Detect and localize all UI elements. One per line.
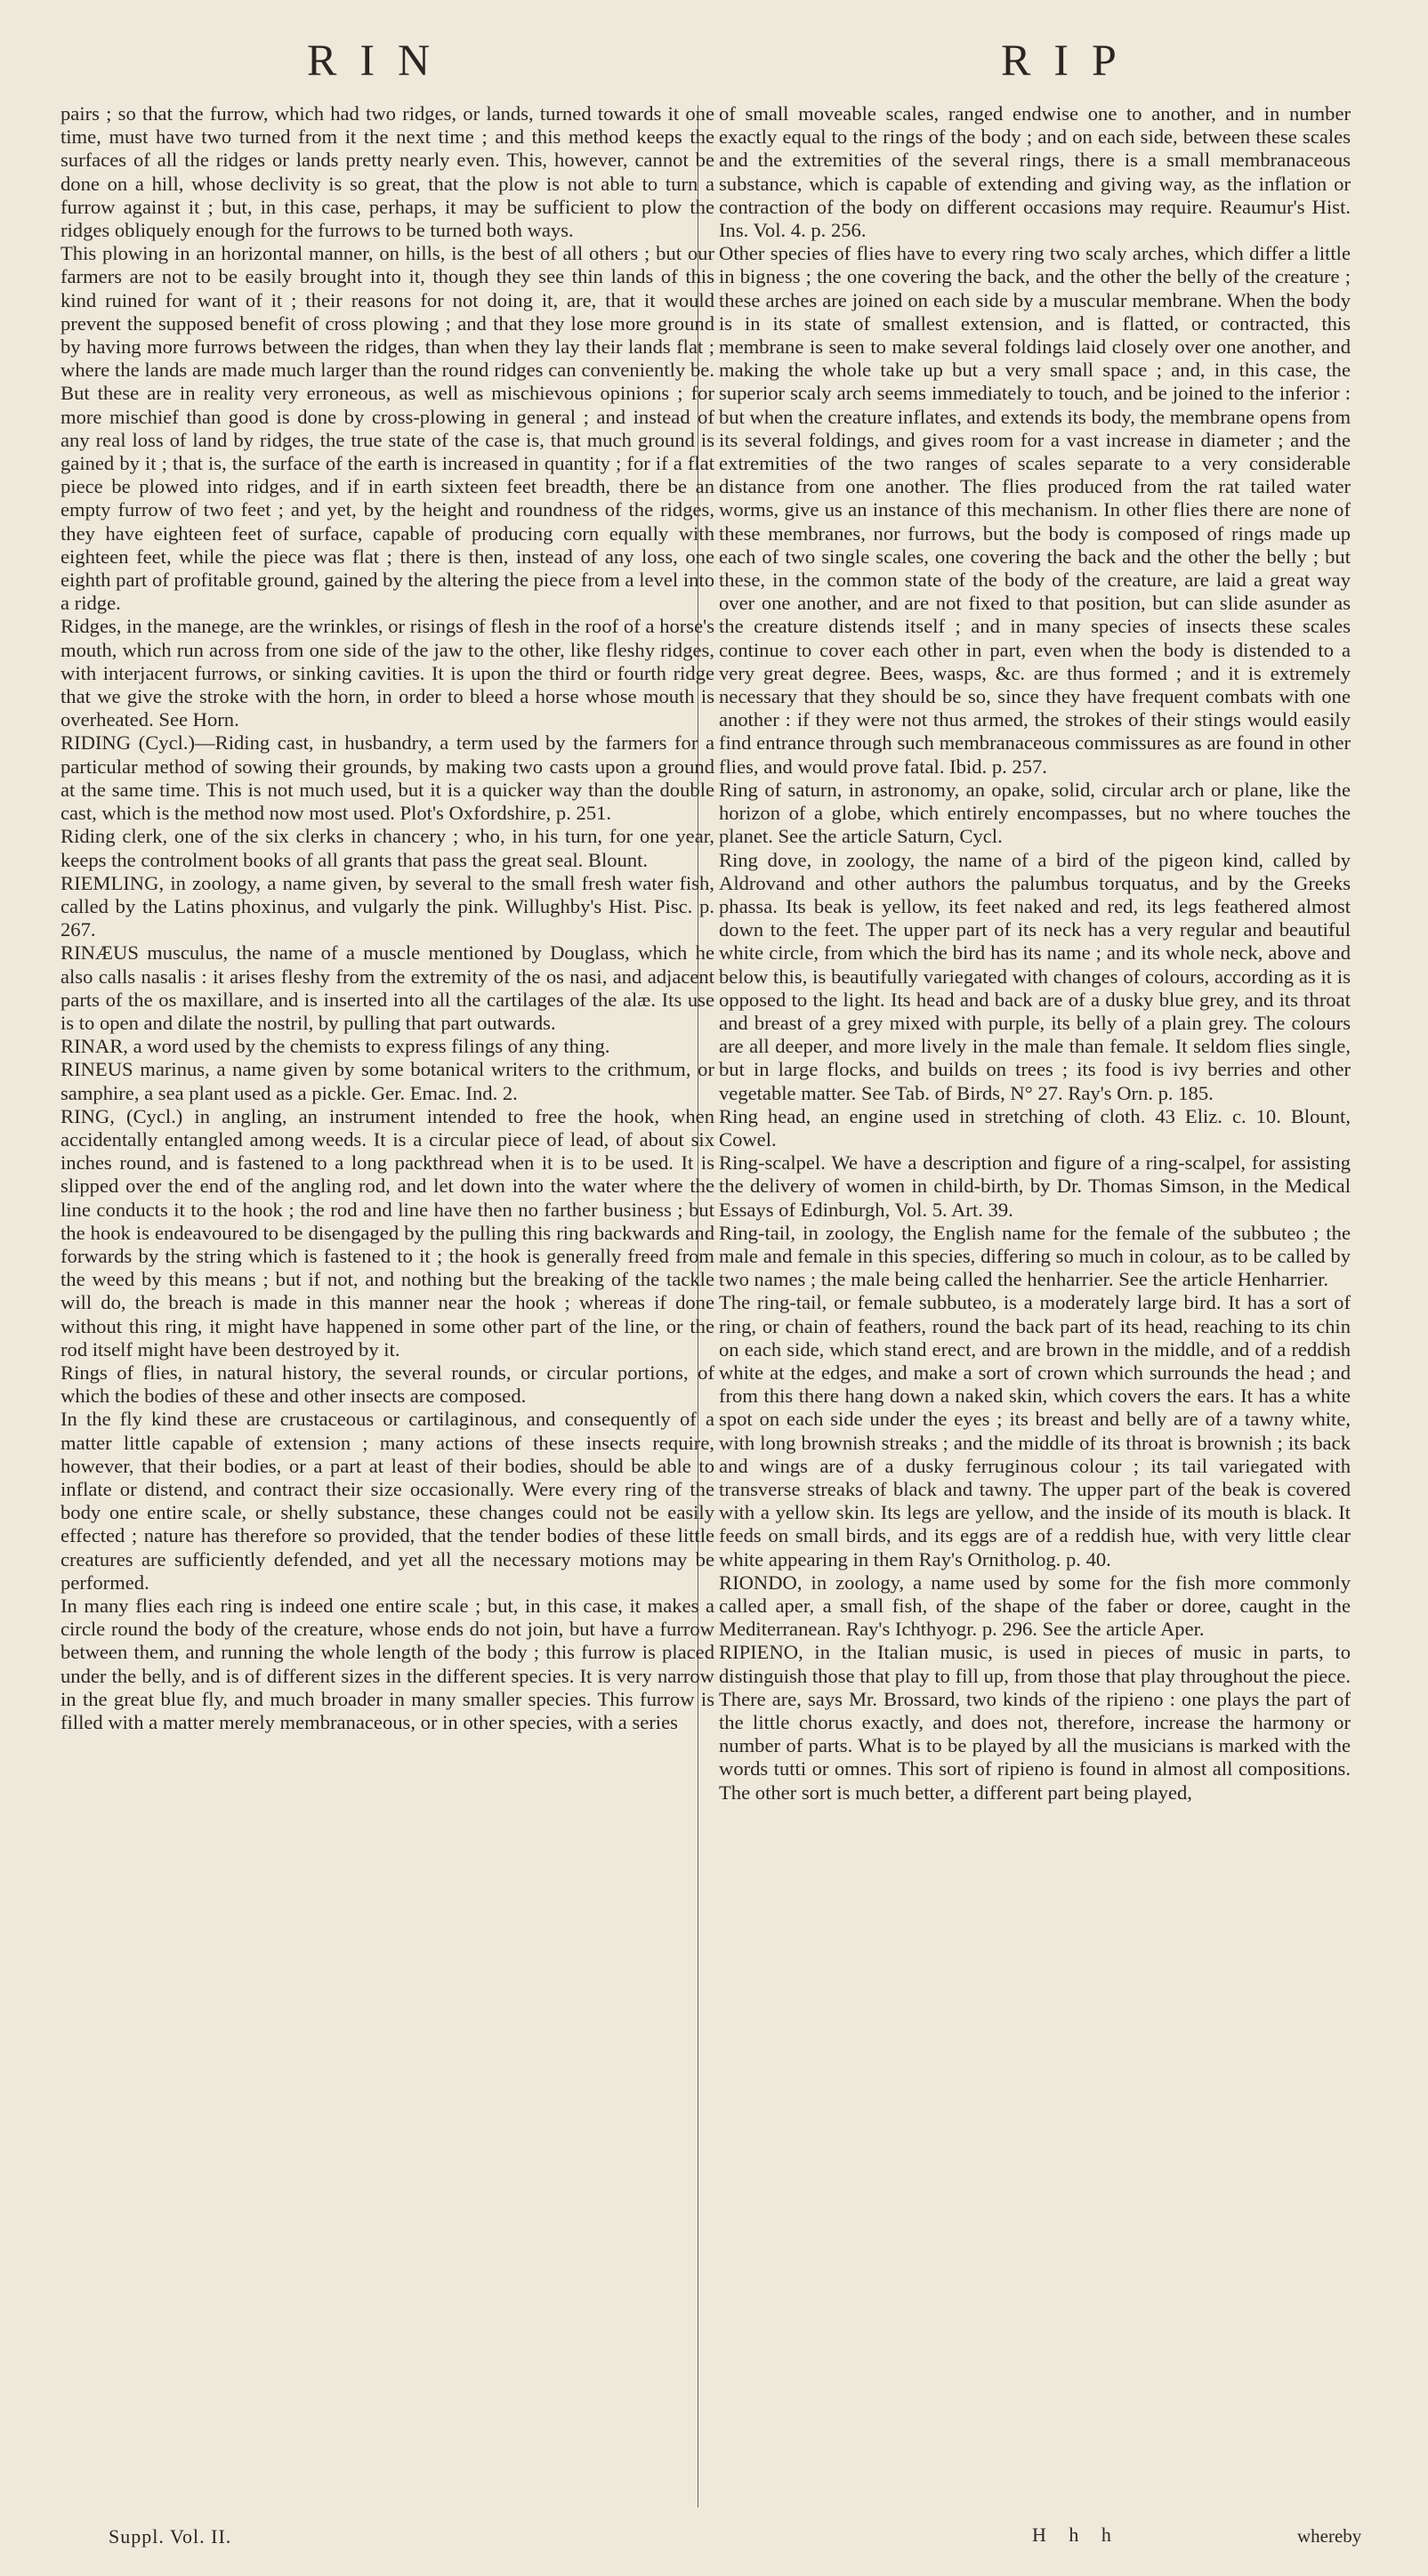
entry-ring-tail: Ring-tail, in zoology, the English name for the female of the subbuteo ; the male and female in this species, differing so much in colour, as to be called by two names ; the male being called the henharrier. See the article Henharrier. — [719, 1221, 1351, 1291]
entry-ring-scalpel: Ring-scalpel. We have a description and figure of a ring-scalpel, for assisting the delivery of women in child-birth, by Dr. Thomas Simson, in the Medical Essays of Edinburgh, Vol. 5. Art. 39. — [719, 1151, 1351, 1221]
paragraph: of small moveable scales, ranged endwise one to another, and in number exactly equal to the rings of the body ; and on each side, between these scales and the extremities of the several rings, there is a small membranaceous substance, which is capable of extending and giving way, as the inflation or contraction of the body on different occasions may require. Reaumur's Hist. Ins. Vol. 4. p. 256. — [719, 102, 1351, 242]
running-head-left: RIN — [307, 35, 454, 85]
paragraph: This plowing in an horizontal manner, on hills, is the best of all others ; but our farmers are not to be easily brought into it, though they see thin lands of this kind ruined for want of it ; their reasons for not doing it, are, that it would prevent the supposed benefit of cross plowing ; and that they lose more ground by having more furrows between the ridges, than when they lay their lands flat ; where the lands are made much larger than the round ridges can conveniently be. But these are in reality very erroneous, as well as mischievous opinions ; for more mischief than good is done by cross-plowing in general ; and instead of any real loss of land by ridges, the true state of the case is, that much ground is gained by it ; that is, the surface of the earth is increased in quantity ; for if a flat piece be plowed into ridges, and if in earth sixteen feet breadth, there be an empty furrow of two feet ; and yet, by the height and roundness of the ridges, they have eighteen feet of surface, capable of producing corn equally with eighteen feet, while the piece was flat ; there is then, instead of any loss, one eighth part of profitable ground, gained by the altering the piece from a level into a ridge. — [61, 242, 714, 615]
entry-ring: RING, (Cycl.) in angling, an instrument intended to free the hook, when accidentally entangled among weeds. It is a circular piece of lead, of about six inches round, and is fastened to a long packthread when it is to be used. It is slipped over the end of the angling rod, and let down into the water where the line conducts it to the hook ; the rod and line have then no farther business ; but the hook is endeavoured to be disengaged by the pulling this ring backwards and forwards by the string which is fastened to it ; the hook is generally freed from the weed by this means ; but if not, and nothing but the breaking of the tackle will do, the breach is made in this manner near the hook ; whereas if done without this ring, it might have happened in some other part of the line, or the rod itself might have been destroyed by it. — [61, 1104, 714, 1361]
entry-rineus: RINEUS marinus, a name given by some botanical writers to the crithmum, or samphire, a sea plant used as a pickle. Ger. Emac. Ind. 2. — [61, 1058, 714, 1104]
signature-mark: H h h — [1032, 2524, 1120, 2546]
paragraph: In the fly kind these are crustaceous or cartilaginous, and consequently of a matter little capable of extension ; many actions of these insects require, however, that their bodies, or a part at least of their bodies, should be able to inflate or distend, and contract their size occasionally. Were every ring of the body one entire scale, or shelly substance, these changes could not be easily effected ; nature has therefore so provided, that the tender bodies of these little creatures are sufficiently defended, and yet all the necessary motions may be performed. — [61, 1408, 714, 1594]
paragraph: The ring-tail, or female subbuteo, is a moderately large bird. It has a sort of ring, or chain of feathers, round the back part of its head, reaching to its chin on each side, which stand erect, and are brown in the middle, and of a reddish white at the edges, and make a sort of crown which surrounds the head ; and from this there hang down a naked skin, which covers the ears. It has a white spot on each side under the eyes ; its breast and belly are of a tawny white, with long brownish streaks ; and the middle of its throat is brownish ; its back and wings are of a dusky ferruginous colour ; its tail variegated with transverse streaks of black and tawny. The upper part of the beak is covered with a yellow skin. Its legs are yellow, and the inside of its mouth is black. It feeds on small birds, and its eggs are of a reddish hue, with very little clear white appearing in them Ray's Ornitholog. p. 40. — [719, 1291, 1351, 1571]
entry-ridges: Ridges, in the manege, are the wrinkles, or risings of flesh in the roof of a horse's mouth, which run across from one side of the jaw to the other, like fleshy ridges, with interjacent furrows, or sinking cavities. It is upon the third or fourth ridge that we give the stroke with the horn, in order to bleed a horse whose mouth is overheated. See Horn. — [61, 615, 714, 731]
entry-rings-of-flies: Rings of flies, in natural history, the several rounds, or circular portions, of which the bodies of these and other insects are composed. — [61, 1361, 714, 1408]
running-head-right: RIP — [1001, 35, 1140, 85]
entry-riding: RIDING (Cycl.)—Riding cast, in husbandry, a term used by the farmers for a particular method of sowing their grounds, by making two casts upon a ground at the same time. This is not much used, but it is a quicker way than the double cast, which is the method now most used. Plot's Oxfordshire, p. 251. — [61, 731, 714, 825]
entry-rinar: RINAR, a word used by the chemists to express filings of any thing. — [61, 1035, 610, 1058]
paragraph: Other species of flies have to every ring two scaly arches, which differ a little in bigness ; the one covering the back, and the other the belly of the creature ; these arches are joined on each side by a muscular membrane. When the body is in its state of smallest extension, and is flatted, or contracted, this membrane is seen to make several foldings laid closely over one another, and making the whole take up but a very small space ; and, in this case, the superior scaly arch seems immediately to touch, and be joined to the inferior : but when the creature inflates, and extends its body, the membrane opens from its several foldings, and gives room for a vast increase in diameter ; and the extremities of the two ranges of scales separate to a very considerable distance from one another. The flies produced from the rat tailed water worms, give us an instance of this mechanism. In other flies there are none of these membranes, nor furrows, but the body is composed of rings made up each of two single scales, one covering the back and the other the belly ; but these, in the common state of the body of the creature, are laid a great way over one another, and are not fixed to that position, but can slide asunder as the creature distends itself ; and in many species of insects these scales continue to cover each other in part, even when the body is distended to a very great degree. Bees, wasps, &c. are thus formed ; and it is extremely necessary that they should be so, since they have frequent combats with one another : if they were not thus armed, the strokes of their stings would easily find entrance through such membranaceous commissures as are found in other flies, and would prove fatal. Ibid. p. 257. — [719, 242, 1351, 778]
paragraph: pairs ; so that the furrow, which had two ridges, or lands, turned towards it one time, must have two turned from it the next time ; and this method keeps the surfaces of all the ridges or lands pretty nearly even. This, however, cannot be done on a hill, whose declivity is so great, that the plow is not able to turn a furrow against it ; but, in this case, perhaps, it may be sufficient to plow the ridges obliquely enough for the furrows to be turned both ways. — [61, 102, 714, 242]
volume-line: Suppl. Vol. II. — [109, 2525, 232, 2548]
entry-ring-of-saturn: Ring of saturn, in astronomy, an opake, solid, circular arch or plane, like the horizon of a globe, which entirely encompasses, but no where touches the planet. See the article Saturn, Cycl. — [719, 778, 1351, 848]
paragraph: In many flies each ring is indeed one entire scale ; but, in this case, it makes a circle round the body of the creature, whose ends do not join, but have a furrow between them, and running the whole length of the body ; this furrow is placed under the belly, and is of different sizes in the different species. It is very narrow in the great blue fly, and much broader in many smaller species. This furrow is filled with a matter merely membranaceous, or in other species, with a series — [61, 1595, 714, 1734]
left-column — [61, 102, 714, 1734]
entry-riemling: RIEMLING, in zoology, a name given, by several to the small fresh water fish, called by the Latins phoxinus, and vulgarly the pink. Willughby's Hist. Pisc. p. 267. — [61, 871, 714, 941]
entry-ring-head: Ring head, an engine used in stretching of cloth. 43 Eliz. c. 10. Blount, Cowel. — [719, 1104, 1351, 1151]
entry-ripieno: RIPIENO, in the Italian music, is used in pieces of music in parts, to distinguish those that play to fill up, from those that play throughout the piece. There are, says Mr. Brossard, two kinds of the ripieno : one plays the part of the little chorus exactly, and does not, therefore, increase the harmony or number of parts. What is to be played by all the musicians is marked with the words tutti or omnes. This sort of ripieno is found in almost all compositions. The other sort is much better, a different part being played, — [719, 1641, 1351, 1804]
entry-rinaeus: RINÆUS musculus, the name of a muscle mentioned by Douglass, which he also calls nasalis : it arises fleshy from the extremity of the os nasi, and adjacent parts of the os maxillare, and is inserted into all the cartilages of the alæ. Its use is to open and dilate the nostril, by pulling that part outwards. — [61, 941, 714, 1034]
right-column — [719, 102, 1351, 1805]
entry-riondo: RIONDO, in zoology, a name used by some for the fish more commonly called aper, a small fish, of the shape of the faber or doree, caught in the Mediterranean. Ray's Ichthyogr. p. 296. See the article Aper. — [719, 1571, 1351, 1641]
entry-ring-dove: Ring dove, in zoology, the name of a bird of the pigeon kind, called by Aldrovand and other authors the palumbus torquatus, and by the Greeks phassa. Its beak is yellow, its feet naked and red, its legs feathered almost down to the feet. The upper part of its neck has a very regular and beautiful white circle, from which the bird has its name ; and its whole neck, above and below this, is beautifully variegated with changes of colours, according as it is opposed to the light. Its head and back are of a dusky blue grey, and its throat and breast of a grey mixed with purple, its belly of a plain grey. The colours are all deeper, and more lively in the male than female. It seldom flies single, but in large flocks, and builds on trees ; its food is ivy berries and other vegetable matter. See Tab. of Birds, N° 27. Ray's Orn. p. 185. — [719, 848, 1351, 1104]
entry-riding-clerk: Riding clerk, one of the six clerks in chancery ; who, in his turn, for one year, keeps the controlment books of all grants that pass the great seal. Blount. — [61, 825, 714, 871]
catchword: whereby — [1297, 2525, 1362, 2547]
